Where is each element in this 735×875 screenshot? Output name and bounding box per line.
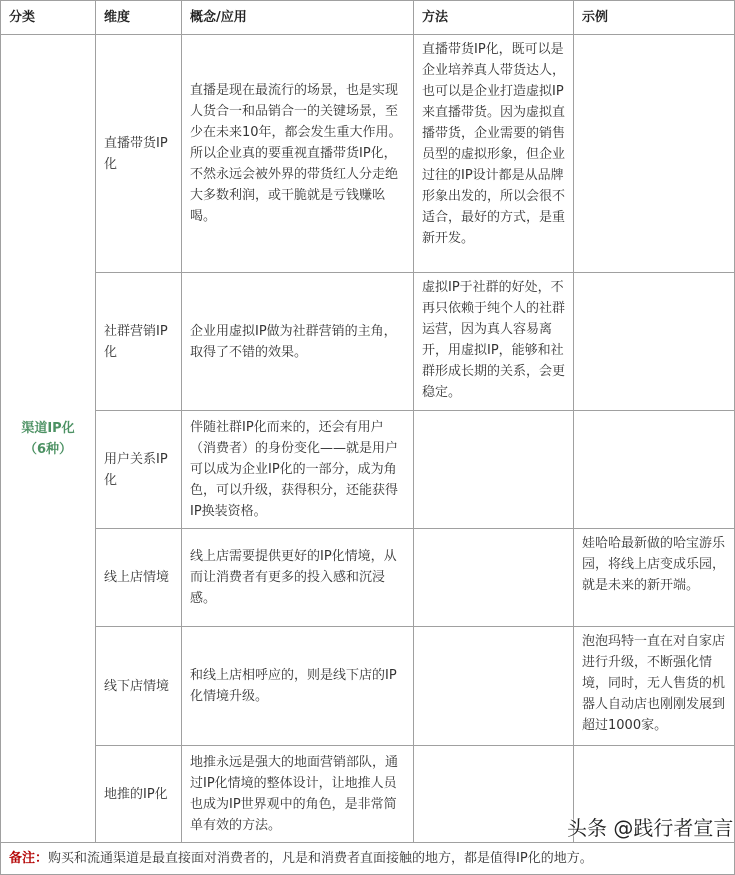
header-concept: 概念/应用 <box>182 1 414 35</box>
method-cell: 虚拟IP于社群的好处，不再只依赖于纯个人的社群运营，因为真人容易离开，用虚拟IP，能够和社群形成长期的关系，会更稳定。 <box>414 273 574 411</box>
table-row <box>1 411 735 529</box>
header-row <box>1 1 735 35</box>
example-cell: 泡泡玛特一直在对自家店进行升级，不断强化情境，同时，无人售货的机器人自动店也刚刚发展到超过1000家。 <box>574 627 735 746</box>
table-row <box>1 529 735 627</box>
category-count: （6种） <box>23 441 73 457</box>
method-cell <box>414 746 574 843</box>
dimension-cell: 用户关系IP化 <box>96 411 182 529</box>
example-cell <box>574 35 735 273</box>
dimension-cell: 社群营销IP化 <box>96 273 182 411</box>
note-label: 备注： <box>9 851 49 866</box>
header-category: 分类 <box>1 1 96 35</box>
example-cell <box>574 411 735 529</box>
header-dimension: 维度 <box>96 1 182 35</box>
concept-cell: 直播是现在最流行的场景，也是实现人货合一和品销合一的关键场景，至少在未来10年，都会发生重大作用。所以企业真的要重视直播带货IP化，不然永远会被外界的带货红人分走绝大多数利润，或干脆就是亏钱赚吆喝。 <box>182 35 414 273</box>
example-cell <box>574 273 735 411</box>
note-cell <box>1 843 735 875</box>
dimension-cell: 地推的IP化 <box>96 746 182 843</box>
example-cell: 娃哈哈最新做的哈宝游乐园，将线上店变成乐园，就是未来的新开端。 <box>574 529 735 627</box>
concept-cell: 线上店需要提供更好的IP化情境，从而让消费者有更多的投入感和沉浸感。 <box>182 529 414 627</box>
dimension-cell: 线上店情境 <box>96 529 182 627</box>
category-cell <box>1 35 96 843</box>
concept-cell: 伴随社群IP化而来的，还会有用户（消费者）的身份变化——就是用户可以成为企业IP化的一部分，成为角色，可以升级，获得积分，还能获得IP换装资格。 <box>182 411 414 529</box>
method-cell <box>414 529 574 627</box>
method-cell: 直播带货IP化，既可以是企业培养真人带货达人，也可以是企业打造虚拟IP来直播带货。因为虚拟直播带货，企业需要的销售员型的虚拟形象，但企业过往的IP设计都是从品牌形象出发的，所以会很不适合，最好的方式，是重新开发。 <box>414 35 574 273</box>
dimension-cell: 直播带货IP化 <box>96 35 182 273</box>
method-cell <box>414 627 574 746</box>
header-method: 方法 <box>414 1 574 35</box>
dimension-cell: 线下店情境 <box>96 627 182 746</box>
concept-cell: 和线上店相呼应的，则是线下店的IP化情境升级。 <box>182 627 414 746</box>
concept-cell: 企业用虚拟IP做为社群营销的主角，取得了不错的效果。 <box>182 273 414 411</box>
category-name: 渠道IP化 <box>21 420 75 436</box>
header-example: 示例 <box>574 1 735 35</box>
table-row <box>1 627 735 746</box>
table-row <box>1 35 735 273</box>
note-text: 购买和流通渠道是最直接面对消费者的，凡是和消费者直面接触的地方，都是值得IP化的地方。 <box>48 851 593 866</box>
table-row <box>1 273 735 411</box>
note-row <box>1 843 735 875</box>
method-cell <box>414 411 574 529</box>
watermark: 头条 @践行者宣言 <box>567 816 734 840</box>
concept-cell: 地推永远是强大的地面营销部队，通过IP化情境的整体设计，让地推人员也成为IP世界观中的角色，是非常简单有效的方法。 <box>182 746 414 843</box>
